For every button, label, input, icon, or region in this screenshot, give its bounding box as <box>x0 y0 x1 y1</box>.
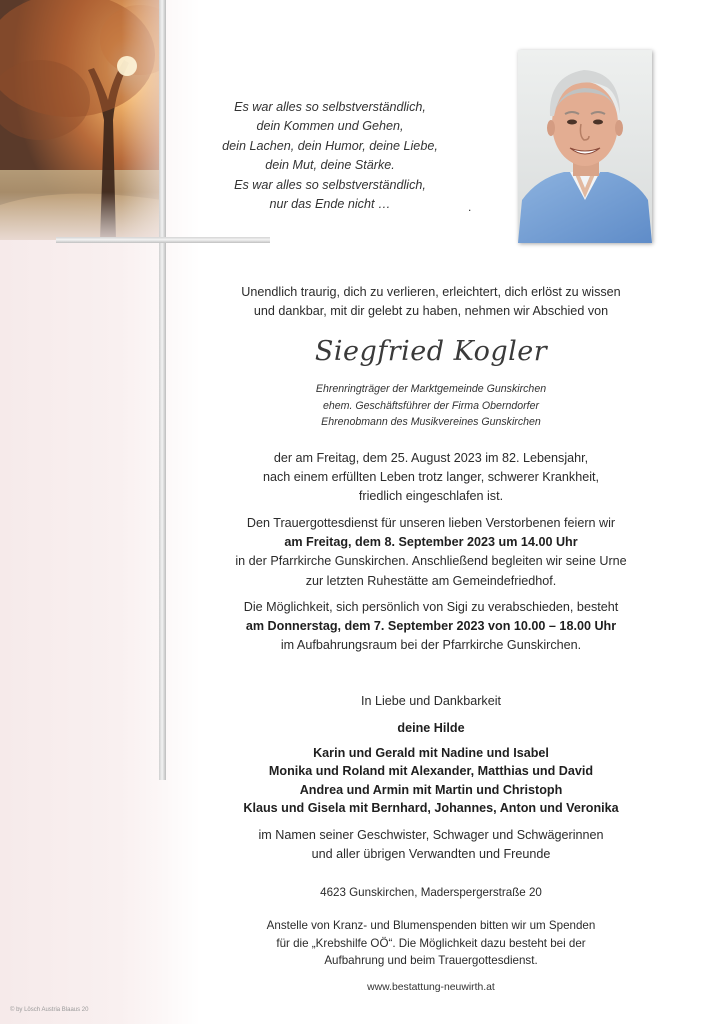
website-link[interactable]: www.bestattung-neuwirth.at <box>367 982 495 993</box>
poem-line: Es war alles so selbstverständlich, <box>234 100 426 114</box>
donation-line: Anstelle von Kranz- und Blumenspenden bitten wir um Spenden <box>266 919 596 932</box>
title-line: ehem. Geschäftsführer der Firma Oberndorfer <box>322 399 540 412</box>
poem-line: nur das Ende nicht … <box>269 197 391 212</box>
donation-line: Aufbahrung und beim Trauergottesdienst. <box>324 954 538 968</box>
signoff-spouse: deine Hilde <box>397 721 465 735</box>
relatives-text <box>196 826 666 864</box>
poem-trailing-dot: . <box>468 200 472 214</box>
intro-text <box>196 283 666 321</box>
service-line: Den Trauergottesdienst für unseren lieben Verstorbenen feiern wir <box>246 516 616 530</box>
family-line: Andrea und Armin mit Martin und Christoph <box>299 782 563 797</box>
relatives-line: im Namen seiner Geschwister, Schwager und Schwägerinnen <box>258 828 604 842</box>
portrait-photo <box>518 50 652 243</box>
cross-vertical-beam <box>159 0 166 780</box>
farewell-line: im Aufbahrungsraum bei der Pfarrkirche Gunskirchen. <box>280 638 582 653</box>
poem-line: dein Lachen, dein Humor, deine Liebe, <box>222 138 438 153</box>
autumn-tree-photo <box>0 0 162 240</box>
death-notice <box>196 449 666 507</box>
deceased-titles <box>196 381 666 431</box>
farewell-line: Die Möglichkeit, sich persönlich von Sigi zu verabschieden, besteht <box>243 600 619 614</box>
intro-line: und dankbar, mit dir gelebt zu haben, nehmen wir Abschied von <box>253 304 609 319</box>
service-line: zur letzten Ruhestätte am Gemeindefriedhof. <box>305 573 557 588</box>
deceased-name: Siegfried Kogler <box>314 336 548 367</box>
address: 4623 Gunskirchen, Maderspergerstraße 20 <box>320 886 542 899</box>
donation-line: für die „Krebshilfe OÖ“. Die Möglichkeit dazu besteht bei der <box>276 936 586 950</box>
farewell-info <box>196 598 666 656</box>
service-info <box>196 514 666 591</box>
title-line: Ehrenobmann des Musikvereines Gunskirchen <box>321 416 541 428</box>
death-notice-line: nach einem erfüllten Leben trotz langer, schwerer Krankheit, <box>262 470 600 485</box>
title-line: Ehrenringträger der Marktgemeinde Gunskirchen <box>315 383 547 395</box>
family-list <box>196 744 666 818</box>
service-line: in der Pfarrkirche Gunskirchen. Anschließend begleiten wir seine Urne <box>235 554 627 569</box>
death-notice-line: der am Freitag, dem 25. August 2023 im 82. Lebensjahr, <box>273 451 589 465</box>
poem-line: dein Kommen und Gehen, <box>256 119 404 134</box>
signoff-greeting: In Liebe und Dankbarkeit <box>360 694 502 708</box>
service-date: am Freitag, dem 8. September 2023 um 14.00 Uhr <box>284 535 578 550</box>
intro-line: Unendlich traurig, dich zu verlieren, erleichtert, dich erlöst zu wissen <box>241 285 621 299</box>
family-line: Klaus und Gisela mit Bernhard, Johannes, Anton und Veronika <box>243 801 619 816</box>
relatives-line: und aller übrigen Verwandten und Freunde <box>311 847 551 862</box>
cross-horizontal-beam <box>56 237 270 243</box>
family-line: Karin und Gerald mit Nadine und Isabel <box>313 746 549 760</box>
donation-text <box>196 917 666 970</box>
poem <box>200 98 460 214</box>
poem-line: Es war alles so selbstverständlich, <box>234 177 426 192</box>
family-line: Monika und Roland mit Alexander, Matthias und David <box>268 764 594 779</box>
poem-line: dein Mut, deine Stärke. <box>265 158 395 173</box>
image-credit: © by Lösch Austria Blaaus 20 <box>10 1007 89 1013</box>
death-notice-line: friedlich eingeschlafen ist. <box>358 489 504 504</box>
farewell-date: am Donnerstag, dem 7. September 2023 von 10.00 – 18.00 Uhr <box>245 619 617 634</box>
